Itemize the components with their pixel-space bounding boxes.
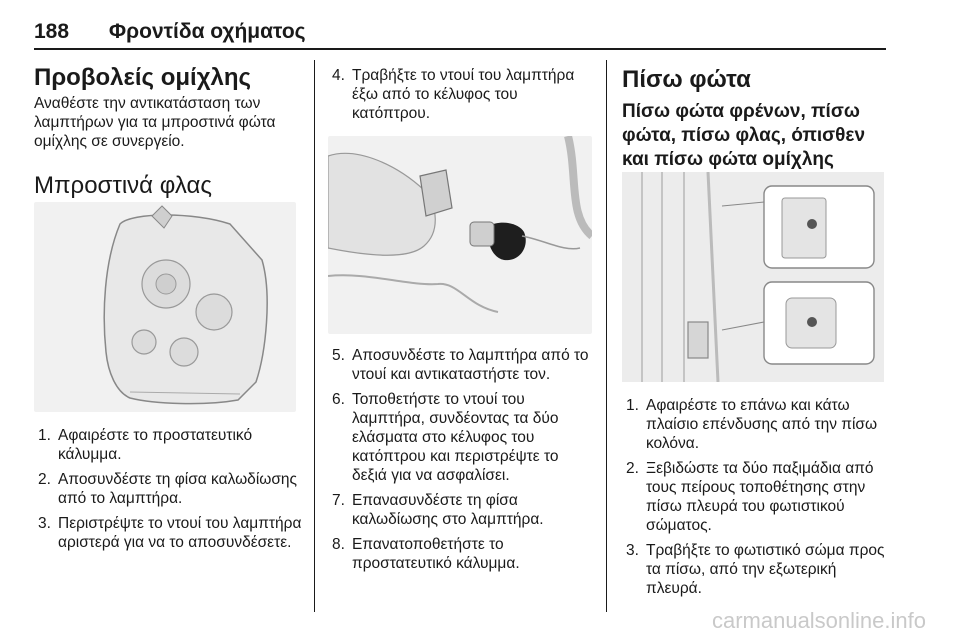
bulb-holder-illustration <box>328 136 592 334</box>
list-item: 6. Τοποθετήστε το ντουί του λαμπτήρα, συνδέοντας τα δύο ελάσματα στο κέλυφος του κατόπτρου και περιστρέψτε το δεξιά για να ασφαλίσει. <box>332 391 559 484</box>
list-item: 1. Αφαιρέστε το επάνω και κάτω πλαίσιο επένδυσης από την πίσω κολόνα. <box>626 397 878 452</box>
list-item: 2. Αποσυνδέστε τη φίσα καλωδίωσης από το λαμπτήρα. <box>38 471 298 507</box>
list-item: 2. Ξεβιδώστε τα δύο παξιμάδια από τους πείρους τοποθέτησης στην πίσω πλευρά του φωτιστικού σώματος. <box>626 460 874 534</box>
tail-light-figure <box>622 172 884 382</box>
bulb-removal-figure <box>328 136 592 334</box>
tail-lights-subtitle: Πίσω φώτα φρένων, πίσω φώτα, πίσω φλας, όπισθεν και πίσω φώτα ομίχλης <box>622 101 866 170</box>
front-indicator-figure <box>34 202 296 412</box>
headlamp-illustration <box>34 202 296 412</box>
bulb-step-4 <box>328 66 594 129</box>
header-rule <box>34 48 886 50</box>
column-divider-2 <box>606 60 607 612</box>
list-item: 3. Τραβήξτε το φωτιστικό σώμα προς τα πίσω, από την εξωτερική πλευρά. <box>626 542 885 597</box>
front-indicator-steps <box>34 426 302 558</box>
rear-pillar-illustration <box>622 172 884 382</box>
list-item: 4. Τραβήξτε το ντουί του λαμπτήρα έξω από το κέλυφος του κατόπτρου. <box>332 67 575 122</box>
bulb-steps <box>328 346 596 579</box>
list-item: 5. Αποσυνδέστε το λαμπτήρα από το ντουί και αντικαταστήστε τον. <box>332 347 589 383</box>
list-item: 8. Επανατοποθετήστε το προστατευτικό κάλυμμα. <box>332 536 520 572</box>
column-divider-1 <box>314 60 315 612</box>
list-item: 1. Αφαιρέστε το προστατευτικό κάλυμμα. <box>38 427 253 463</box>
page-header <box>34 20 306 44</box>
fog-lights-heading: Προβολείς ομίχλης <box>34 64 252 91</box>
list-item: 7. Επανασυνδέστε τη φίσα καλωδίωσης στο λαμπτήρα. <box>332 492 544 528</box>
tail-lights-heading: Πίσω φώτα <box>622 66 751 93</box>
list-item: 3. Περιστρέψτε το ντουί του λαμπτήρα αριστερά για να το αποσυνδέσετε. <box>38 515 302 551</box>
watermark: carmanualsonline.info <box>711 608 926 633</box>
chapter-title: Φροντίδα οχήματος <box>108 20 306 43</box>
front-indicator-heading: Μπροστινά φλας <box>34 172 212 199</box>
fog-lights-intro: Αναθέστε την αντικατάσταση των λαμπτήρων για τα μπροστινά φώτα ομίχλης σε συνεργείο. <box>34 95 276 150</box>
page-number: 188 <box>34 20 70 43</box>
tail-light-steps <box>622 396 890 604</box>
